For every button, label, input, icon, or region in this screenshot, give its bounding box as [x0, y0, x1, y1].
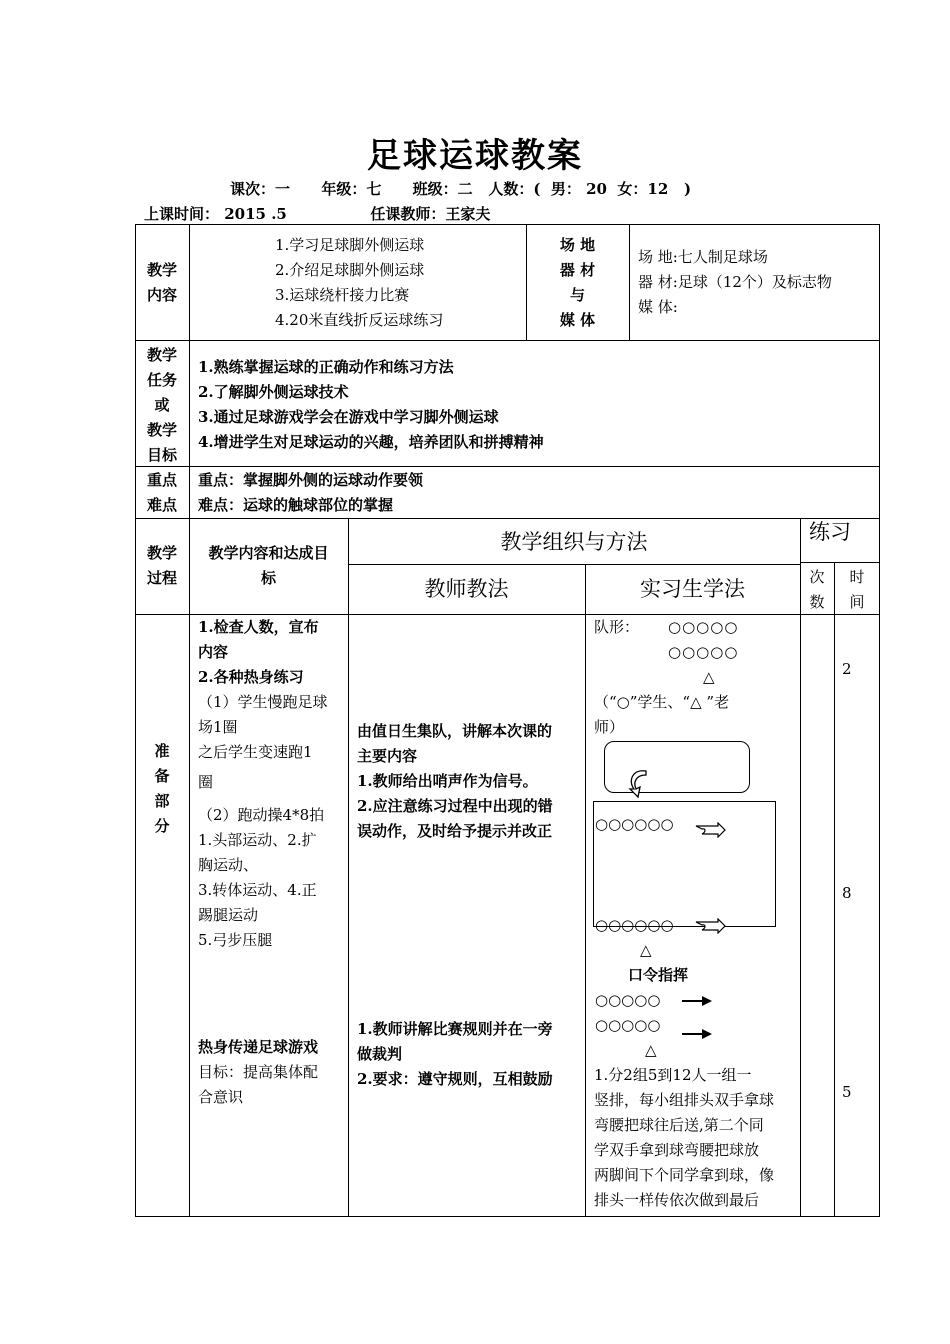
prep-content-bold: 1.检查人数，宣布 内容 2.各种热身练习 — [198, 618, 319, 686]
teacher-marker-3: △ — [645, 1041, 657, 1059]
teacher-method-header: 教师教法 — [424, 577, 509, 601]
formation-legend: （“○”学生、“△ ”老 师） — [594, 693, 730, 736]
formation-label: 队形： — [594, 618, 640, 636]
venue-equipment-label: 场 地 器 材 与 媒 体 — [559, 236, 596, 329]
practice-header: 练习 — [809, 520, 851, 544]
formation-row-2: ○○○○○ — [668, 643, 739, 661]
game-title: 热身传递足球游戏 — [198, 1038, 319, 1056]
arrow-right-icon — [682, 995, 712, 1007]
section-objectives-label: 教学 任务 或 教学 目标 — [146, 346, 177, 464]
formation-row-1: ○○○○○ — [668, 618, 739, 636]
u-turn-arrow-icon-2 — [694, 918, 726, 934]
list-item: 3.通过足球游戏学会在游戏中学习脚外侧运球 — [198, 408, 499, 426]
teacher-method-2: 1.教师讲解比赛规则并在一旁 做裁判 2.要求：遵守规则，互相鼓励 — [357, 1020, 553, 1088]
objectives-list — [198, 355, 544, 455]
section-key-points-label: 重点 难点 — [146, 471, 177, 514]
key-points: 重点：掌握脚外侧的运球动作要领 难点：运球的触球部位的掌握 — [198, 471, 424, 514]
student-method-header: 实习生学法 — [640, 577, 745, 601]
list-item: 1.熟练掌握运球的正确动作和练习方法 — [198, 358, 454, 376]
teaching-content-list — [275, 233, 443, 333]
relay-row-2: ○○○○○ — [595, 1016, 661, 1034]
list-item: 3.运球绕杆接力比赛 — [275, 286, 410, 304]
prep-content-warmup: （1）学生慢跑足球 场1圈 之后学生变速跑1 圈 （2）跑动操4*8拍 1.头部运动、2.扩 胸运动、 3.转体运动、4.正 踢腿运动 5.弓步压腿 — [198, 693, 328, 949]
duration-value: 5 — [842, 1083, 852, 1101]
content-column-header: 教学内容和达成目 标 — [208, 544, 329, 587]
u-turn-arrow-icon — [694, 822, 726, 838]
process-label: 教学 过程 — [146, 544, 177, 587]
teacher-marker-2: △ — [640, 941, 652, 959]
document-title: 足球运球教案 — [367, 136, 583, 176]
duration-header: 时 间 — [849, 568, 865, 611]
times-header: 次 数 — [809, 568, 825, 611]
venue-equipment-details: 场 地:七人制足球场 器 材:足球（12个）及标志物 媒 体: — [638, 248, 832, 316]
student-method-text: 1.分2组5到12人一组一 竖排，每小组排头双手拿球 弯腰把球往后送,第二个同 学双手拿到球弯腰把球放 两脚间下个同学拿到球，像 排头一样传依次做到最后 — [594, 1066, 775, 1209]
running-row-bottom: ○○○○○○ — [595, 916, 674, 934]
list-item: 2.介绍足球脚外侧运球 — [275, 261, 425, 279]
section-teaching-content-label: 教学 内容 — [146, 261, 177, 304]
preparation-label: 准 备 部 分 — [154, 742, 170, 835]
teacher-marker: △ — [703, 668, 715, 686]
arrow-right-icon-2 — [682, 1028, 712, 1040]
running-row-top: ○○○○○○ — [595, 815, 674, 833]
teacher-method-1: 由值日生集队，讲解本次课的 主要内容 1.教师给出哨声作为信号。 2.应注意练习过程中出现的错 误动作，及时给予提示并改正 — [357, 722, 553, 840]
method-header: 教学组织与方法 — [500, 530, 648, 554]
list-item: 4.20米直线折反运球练习 — [275, 311, 444, 329]
relay-row-1: ○○○○○ — [595, 991, 661, 1009]
list-item: 1.学习足球脚外侧运球 — [275, 236, 425, 254]
schedule-info: 上课时间： 2015 .5 任课教师：王家夫 — [144, 205, 491, 223]
curved-arrow-icon — [624, 767, 654, 799]
list-item: 4.增进学生对足球运动的兴趣，培养团队和拼搏精神 — [198, 433, 544, 451]
class-info: 课次：一 年级：七 班级：二 人数：( 男： 20 女：12 ) — [230, 180, 692, 198]
duration-value: 8 — [842, 884, 852, 902]
duration-value: 2 — [842, 660, 852, 678]
list-item: 2.了解脚外侧运球技术 — [198, 383, 349, 401]
game-goal: 目标：提高集体配 合意识 — [198, 1063, 319, 1106]
command-label: 口令指挥 — [628, 966, 689, 984]
